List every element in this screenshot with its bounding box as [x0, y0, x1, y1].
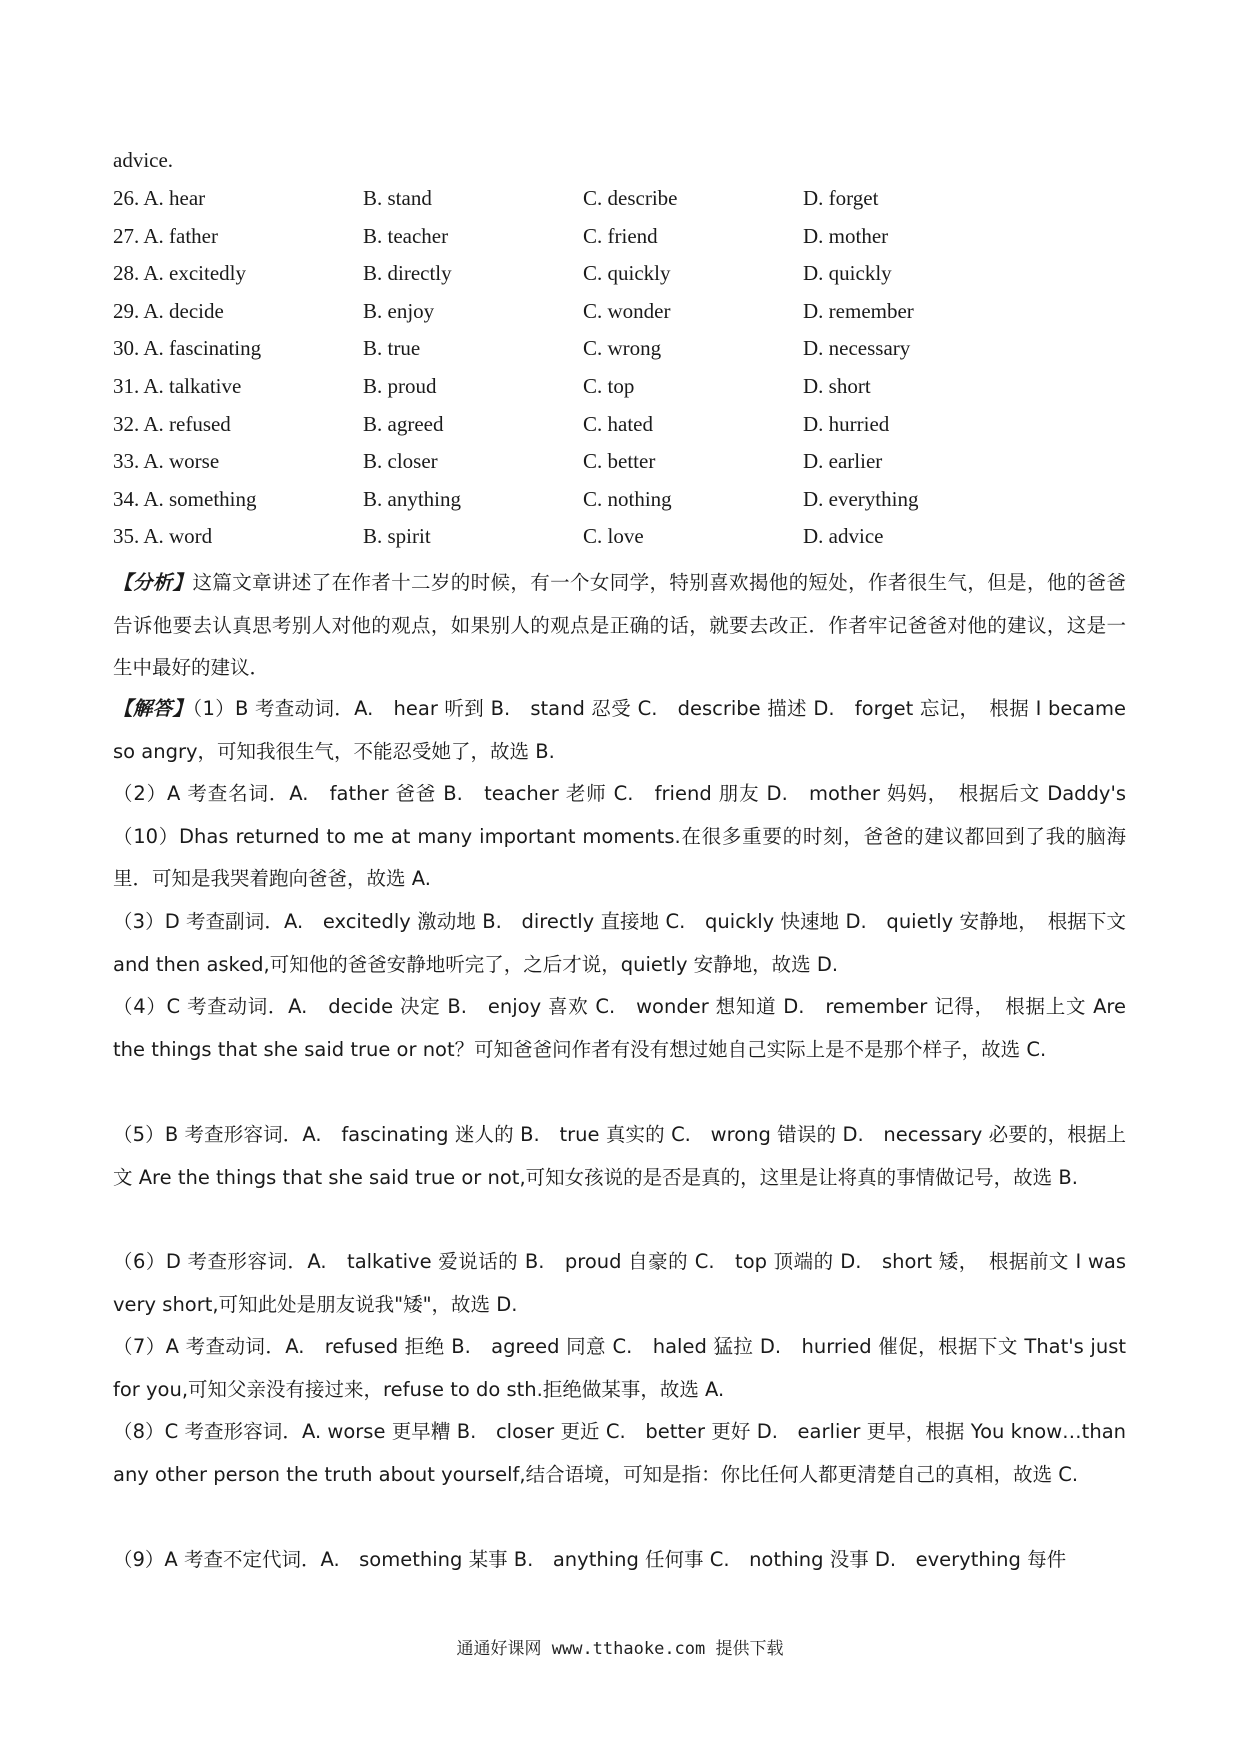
- option-row-33: [113, 445, 1123, 483]
- option-d: D. forget: [803, 186, 879, 210]
- option-d: D. quickly: [803, 261, 892, 286]
- analysis-tag: 【分析】: [113, 571, 193, 594]
- option-b: B. enjoy: [363, 298, 435, 323]
- option-c: C. describe: [583, 186, 678, 210]
- answer-item-4: （4）C 考查动词．A. decide 决定 B. enjoy 喜欢 C. wonder 想知道 D. remember 记得， 根据上文 Are the things that she said true or not？可知爸爸问作者有没有想过她自己实际上是不是那个样子，故选 C.: [113, 995, 1126, 1061]
- option-b: B. proud: [363, 373, 437, 398]
- answer-item-3: （3）D 考查副词．A. excitedly 激动地 B. directly 直接地 C. quickly 快速地 D. quietly 安静地， 根据下文 and then asked,可知他的爸爸安静地听完了，之后才说，quietly 安静地，故选 D.: [113, 910, 1126, 976]
- option-b: B. agreed: [363, 411, 444, 436]
- option-a: 29. A. decide: [113, 298, 224, 323]
- option-row-31: [113, 370, 1123, 408]
- option-row-32: [113, 408, 1123, 446]
- option-c: C. quickly: [583, 261, 671, 286]
- answer-item-5: （5）B 考查形容词．A. fascinating 迷人的 B. true 真实的 C. wrong 错误的 D. necessary 必要的，根据上文 Are the things that she said true or not,可知女孩说的是否是真的，这里是让将真的事情做记号，故选 B.: [113, 1123, 1126, 1189]
- option-a: 34. A. something: [113, 486, 257, 511]
- option-a: 30. A. fascinating: [113, 336, 262, 361]
- option-d: D. advice: [803, 524, 884, 549]
- option-c: C. love: [583, 524, 644, 549]
- analysis-text: 这篇文章讲述了在作者十二岁的时候，有一个女同学，特别喜欢揭他的短处，作者很生气，但是，他的爸爸告诉他要去认真思考别人对他的观点，如果别人的观点是正确的话，就要去改正．作者牢记爸爸对他的建议，这是一生中最好的建议．: [113, 571, 1126, 679]
- option-d: D. everything: [803, 486, 919, 511]
- option-row-27: [113, 220, 1123, 258]
- option-b: B. anything: [363, 486, 461, 511]
- option-c: C. better: [583, 449, 656, 474]
- option-a: 35. A. word: [113, 524, 213, 549]
- option-a: 27. A. father: [113, 223, 218, 248]
- answer-item-7: （7）A 考查动词．A. refused 拒绝 B. agreed 同意 C. haled 猛拉 D. hurried 催促，根据下文 That's just for you,可知父亲没有接过来，refuse to do sth.拒绝做某事，故选 A.: [113, 1335, 1126, 1401]
- option-d: D. short: [803, 373, 871, 398]
- option-row-29: [113, 295, 1123, 333]
- lead-text: advice.: [113, 148, 174, 172]
- answer-tag: 【解答】: [113, 697, 193, 720]
- option-c: C. wonder: [583, 298, 671, 323]
- option-c: C. friend: [583, 223, 658, 248]
- option-c: C. nothing: [583, 486, 672, 511]
- option-d: D. earlier: [803, 449, 883, 474]
- answer-item-2: （2）A 考查名词．A. father 爸爸 B. teacher 老师 C. friend 朋友 D. mother 妈妈， 根据后文 Daddy's（10）Dhas returned to me at many important moments.在很多重要的时刻，爸爸的建议都回到了我的脑海里．可知是我哭着跑向爸爸，故选 A.: [113, 782, 1126, 890]
- option-a: 31. A. talkative: [113, 373, 242, 398]
- answer-item-6: （6）D 考查形容词．A. talkative 爱说话的 B. proud 自豪的 C. top 顶端的 D. short 矮， 根据前文 I was very short,可知此处是朋友说我"矮"，故选 D.: [113, 1250, 1126, 1316]
- option-d: D. mother: [803, 223, 889, 248]
- answer-text: （1）B 考查动词．A. hear 听到 B. stand 忍受 C. describe 描述 D. forget 忘记， 根据 I became so angry，可知我很生气，不能忍受她了，故选 B.: [113, 697, 1126, 763]
- option-row-30: [113, 332, 1123, 370]
- option-c: C. top: [583, 373, 635, 398]
- option-row-26: [113, 182, 1123, 220]
- answer-item-8: （8）C 考查形容词．A. worse 更早糟 B. closer 更近 C. better 更好 D. earlier 更早，根据 You know…than any other person the truth about yourself,结合语境，可知是指：你比任何人都更清楚自己的真相，故选 C.: [113, 1420, 1126, 1486]
- option-a: 33. A. worse: [113, 449, 220, 474]
- option-b: B. true: [363, 336, 421, 361]
- option-c: C. hated: [583, 411, 653, 436]
- option-row-34: [113, 483, 1123, 521]
- option-c: C. wrong: [583, 336, 662, 361]
- option-b: B. directly: [363, 261, 452, 286]
- option-d: D. remember: [803, 298, 914, 323]
- option-b: B. teacher: [363, 223, 449, 248]
- option-a: 26. A. hear: [113, 186, 206, 210]
- option-row-35: [113, 520, 1123, 558]
- answer-item-9: （9）A 考查不定代词．A. something 某事 B. anything 任何事 C. nothing 没事 D. everything 每件: [113, 1548, 1067, 1571]
- option-a: 32. A. refused: [113, 411, 231, 436]
- option-b: B. spirit: [363, 524, 431, 549]
- option-d: D. hurried: [803, 411, 890, 436]
- answer-paragraph: [113, 688, 1126, 773]
- options-table: [113, 182, 1123, 558]
- option-b: B. stand: [363, 186, 432, 210]
- option-d: D. necessary: [803, 336, 911, 361]
- option-row-28: [113, 257, 1123, 295]
- analysis-paragraph: [113, 562, 1126, 690]
- option-b: B. closer: [363, 449, 438, 474]
- page-footer: 通通好课网 www.tthaoke.com 提供下载: [456, 1639, 784, 1659]
- option-a: 28. A. excitedly: [113, 261, 246, 286]
